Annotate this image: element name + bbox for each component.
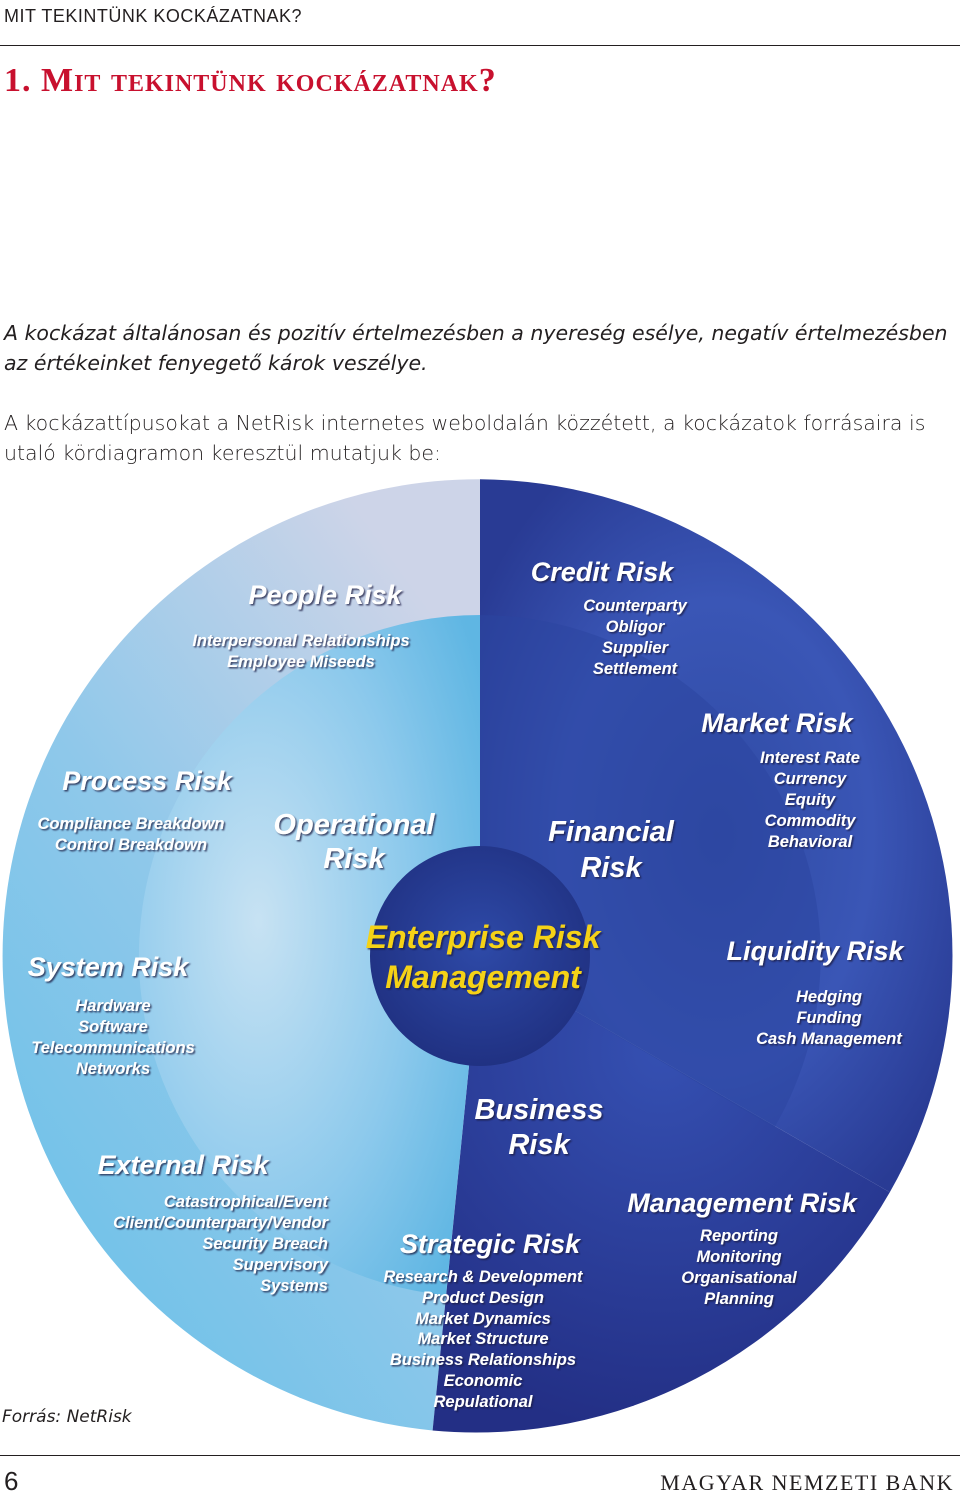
credit-risk-item: Supplier <box>601 639 669 657</box>
running-head: MIT TEKINTÜNK KOCKÁZATNAK? <box>4 6 303 26</box>
external-risk-item: Client/Counterparty/Vendor <box>113 1214 328 1232</box>
system-risk-item: Hardware <box>75 997 151 1015</box>
lead-paragraph: A kockázattípusokat a NetRisk internetes weboldalán közzétett, a kockázatok forrásaira is utaló kördiagramon keresztül mutatjuk be: <box>4 411 926 465</box>
intro-paragraph: A kockázat általánosan és pozitív értelmezésben a nyereség esélye, negatív értelmezésben az értékeinket fenyegető károk veszélye. <box>4 321 948 375</box>
market-risk-item: Behavioral <box>767 833 853 851</box>
market-risk-item: Currency <box>773 770 847 788</box>
system-risk-item: Networks <box>75 1060 151 1078</box>
management-risk-item: Reporting <box>700 1227 778 1245</box>
liquidity-risk-item: Funding <box>796 1009 862 1027</box>
strategic-risk-item: Repulational <box>433 1393 533 1411</box>
liquidity-risk-item: Cash Management <box>756 1030 902 1048</box>
market-risk-item: Equity <box>784 791 836 809</box>
external-risk-item: Catastrophical/Event <box>163 1193 328 1211</box>
liquidity-risk-title: Liquidity Risk <box>726 936 904 966</box>
strategic-risk-item: Business Relationships <box>389 1351 577 1369</box>
system-risk-item: Software <box>78 1018 148 1036</box>
system-risk-title: System Risk <box>27 952 189 982</box>
management-risk-item: Monitoring <box>696 1248 782 1266</box>
center-title-line2: Management <box>385 959 581 995</box>
financial-risk-line2: Risk <box>580 852 642 884</box>
management-risk-item: Organisational <box>681 1269 797 1287</box>
process-risk-item: Control Breakdown <box>54 836 208 854</box>
page-number: 6 <box>4 1466 19 1496</box>
strategic-risk-item: Market Structure <box>417 1330 549 1348</box>
risk-diagram <box>0 476 960 1436</box>
system-risk-item: Telecommunications <box>31 1039 195 1057</box>
process-risk-title: Process Risk <box>62 766 232 796</box>
header-rule <box>0 45 960 46</box>
business-risk-line2: Risk <box>508 1129 570 1161</box>
credit-risk-title: Credit Risk <box>530 557 674 587</box>
strategic-risk-item: Economic <box>443 1372 523 1390</box>
strategic-risk-item: Market Dynamics <box>415 1310 551 1328</box>
process-risk-item: Compliance Breakdown <box>37 815 225 833</box>
management-risk-item: Planning <box>704 1290 774 1308</box>
market-risk-item: Commodity <box>764 812 856 830</box>
external-risk-title: External Risk <box>97 1150 269 1180</box>
liquidity-risk-item: Hedging <box>796 988 862 1006</box>
external-risk-item: Systems <box>260 1277 328 1295</box>
people-risk-item: Employee Miseeds <box>227 653 375 671</box>
strategic-risk-item: Research & Development <box>383 1268 583 1286</box>
strategic-risk-item: Product Design <box>422 1289 544 1307</box>
footer-rule <box>0 1455 960 1456</box>
market-risk-item: Interest Rate <box>760 749 860 767</box>
chapter-title: 1. Mit tekintünk kockázatnak? <box>4 62 497 99</box>
external-risk-item: Supervisory <box>232 1256 328 1274</box>
people-risk-title: People Risk <box>248 580 402 610</box>
business-risk-line1: Business <box>474 1094 604 1126</box>
center-circle <box>370 846 590 1066</box>
credit-risk-item: Settlement <box>592 660 678 678</box>
operational-risk-line2: Risk <box>323 843 385 875</box>
figure-source: Forrás: NetRisk <box>2 1407 132 1427</box>
credit-risk-item: Obligor <box>605 618 665 636</box>
publisher-name: MAGYAR NEMZETI BANK <box>660 1470 954 1495</box>
people-risk-item: Interpersonal Relationships <box>192 632 410 650</box>
external-risk-item: Security Breach <box>202 1235 328 1253</box>
management-risk-title: Management Risk <box>627 1188 857 1218</box>
risk-diagram-svg <box>0 476 960 1436</box>
operational-risk-line1: Operational <box>273 809 435 841</box>
strategic-risk-title: Strategic Risk <box>399 1229 581 1259</box>
center-title-line1: Enterprise Risk <box>365 919 601 955</box>
credit-risk-item: Counterparty <box>583 597 687 615</box>
financial-risk-line1: Financial <box>548 816 674 848</box>
market-risk-title: Market Risk <box>701 708 853 738</box>
